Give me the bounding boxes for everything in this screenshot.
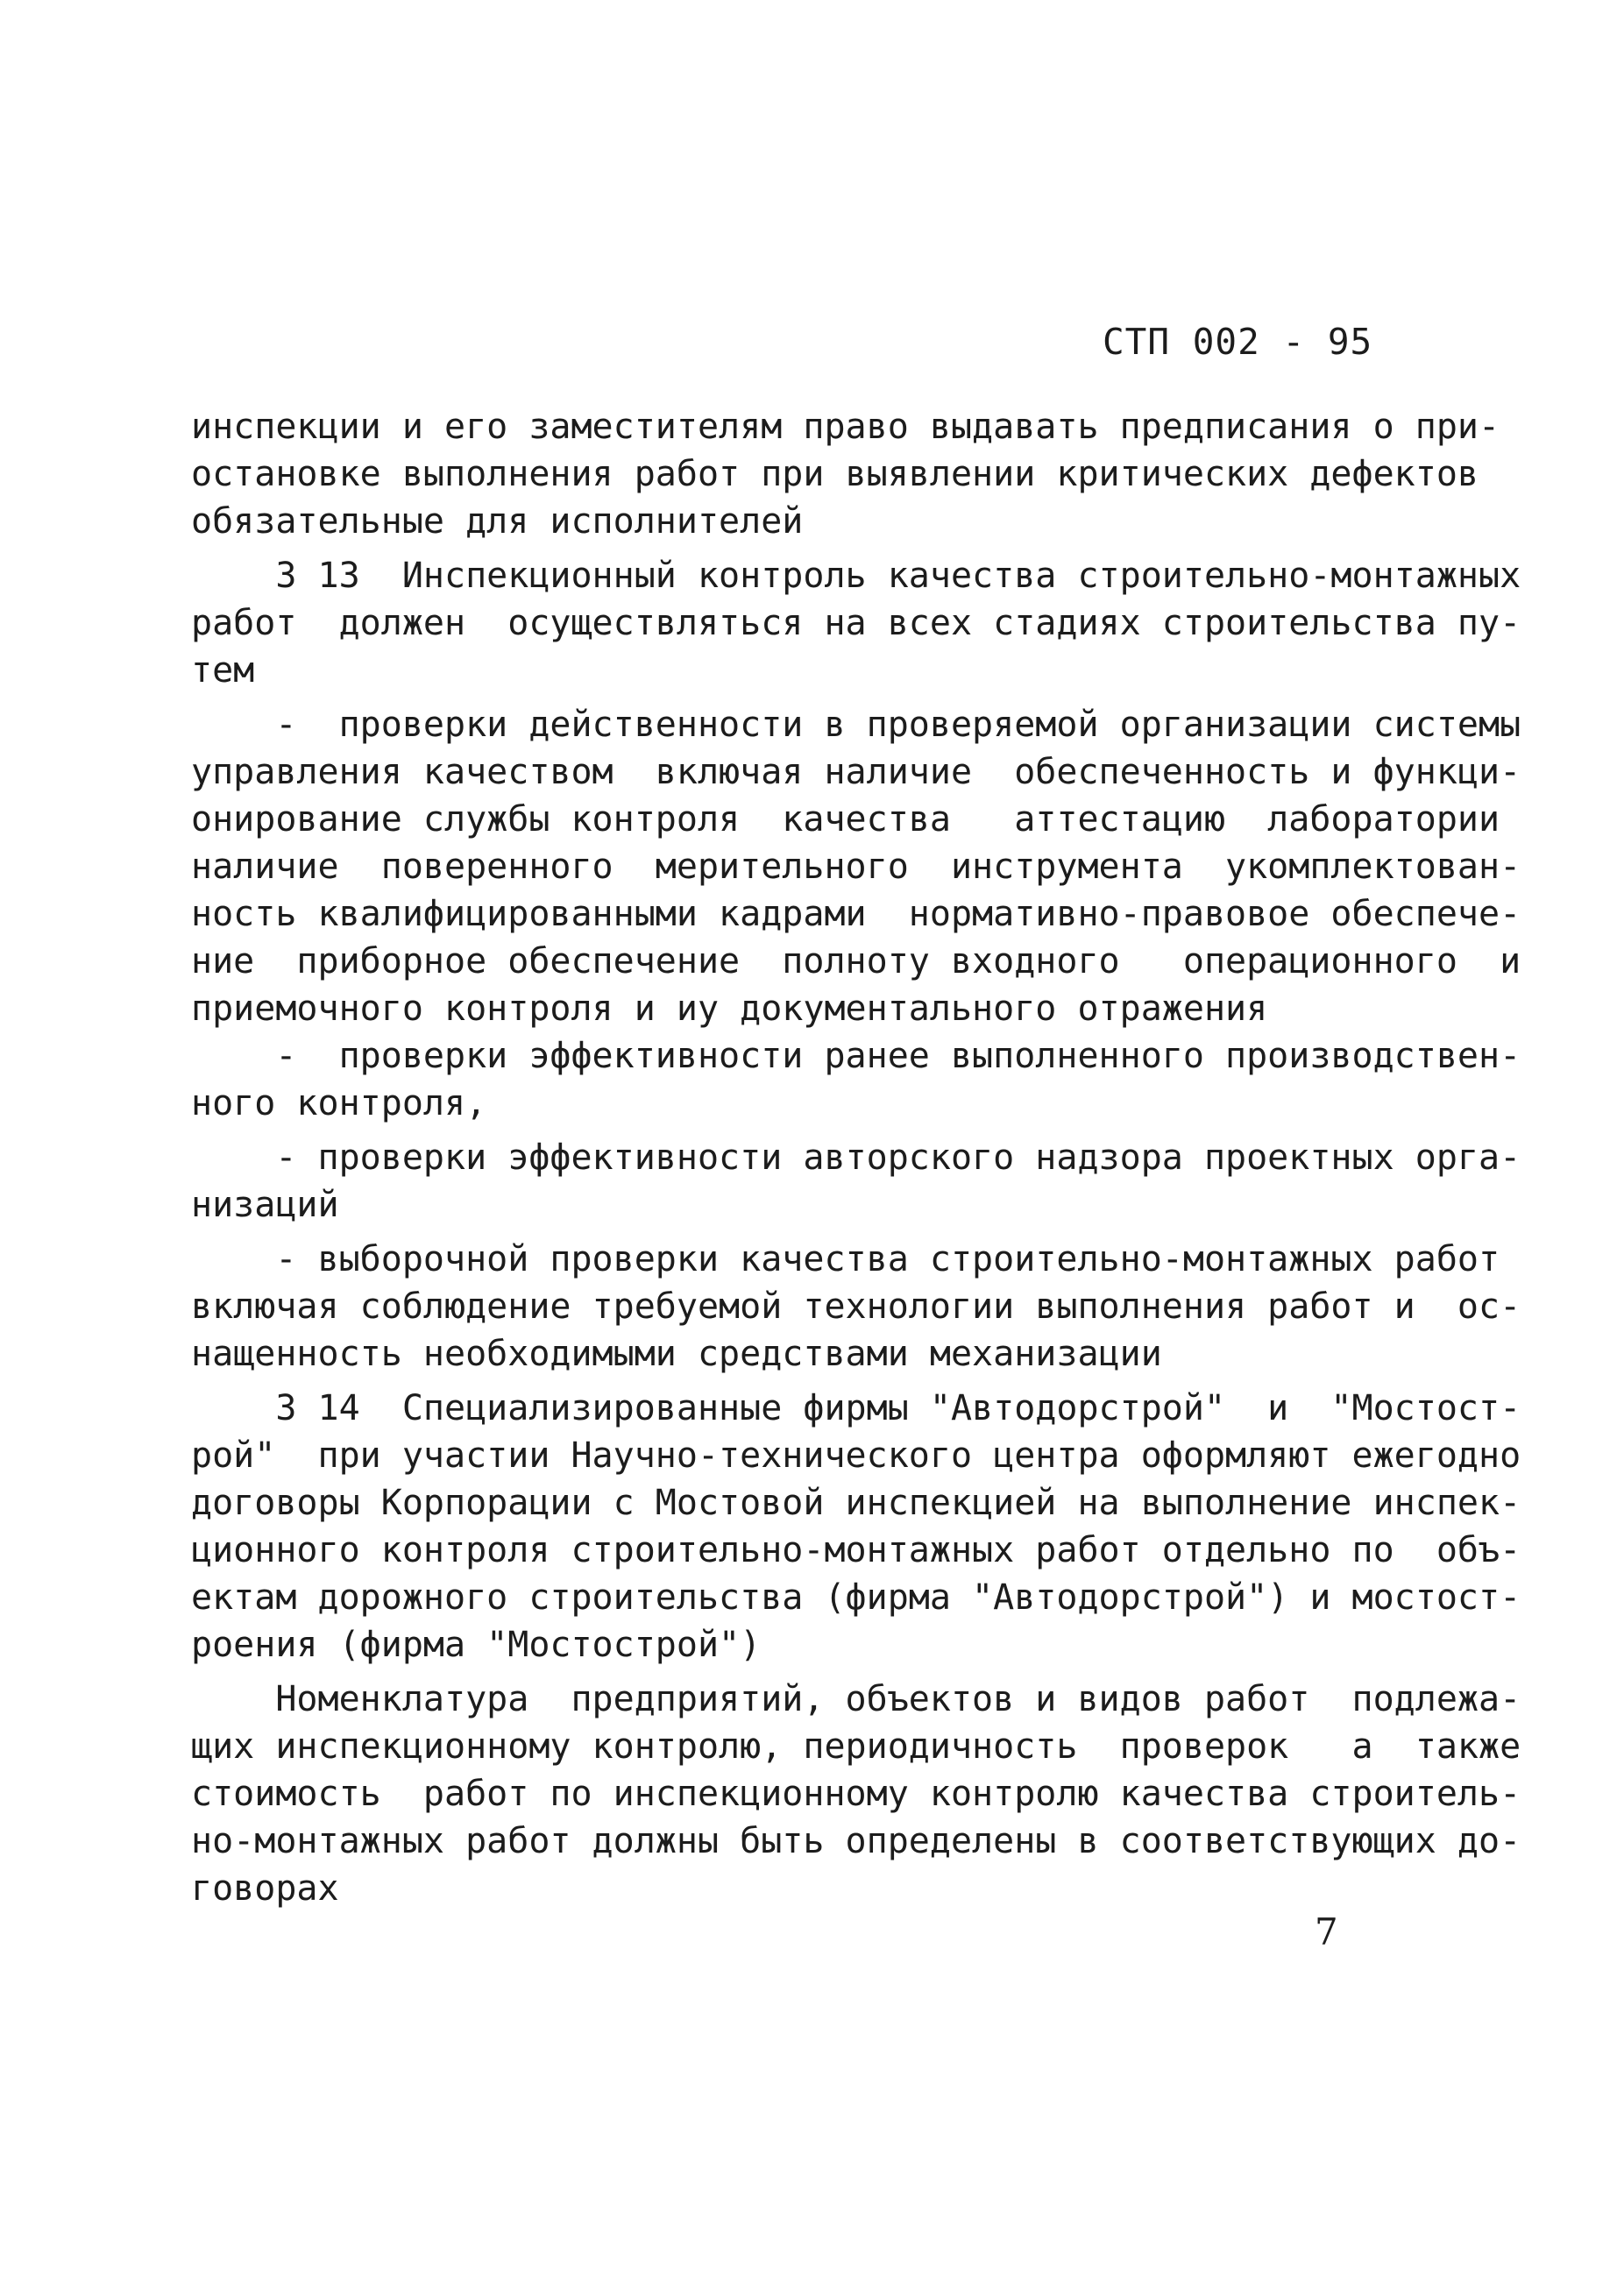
text-line: - проверки действенности в проверяемой организации системы <box>191 705 1521 745</box>
text-line: договоры Корпорации с Мостовой инспекцией на выполнение инспек- <box>191 1483 1521 1523</box>
text-line: рой" при участии Научно-технического центра оформляют ежегодно <box>191 1435 1521 1476</box>
text-line: ектам дорожного строительства (фирма "Автодорстрой") и мостост- <box>191 1577 1521 1618</box>
text-line: но-монтажных работ должны быть определены в соответствующих до- <box>191 1821 1521 1861</box>
text-line: наличие поверенного мерительного инструмента укомплектован- <box>191 847 1521 887</box>
text-line: 3 14 Специализированные фирмы "Автодорстрой" и "Мостост- <box>191 1388 1521 1428</box>
text-line: онирование службы контроля качества аттестацию лаборатории <box>191 799 1500 840</box>
text-line: - проверки эффективности ранее выполненного производствен- <box>191 1036 1521 1076</box>
text-line: Номенклатура предприятий, объектов и видов работ подлежа- <box>191 1679 1521 1719</box>
text-line: роения (фирма "Мостострой") <box>191 1625 762 1665</box>
text-line: ность квалифицированными кадрами нормативно-правовое обеспече- <box>191 894 1521 934</box>
text-line: говорах <box>191 1868 339 1909</box>
document-body <box>191 403 1521 1912</box>
text-line: 3 13 Инспекционный контроль качества строительно-монтажных <box>191 556 1521 596</box>
text-line: стоимость работ по инспекционному контролю качества строитель- <box>191 1774 1521 1814</box>
text-line: включая соблюдение требуемой технологии выполнения работ и ос- <box>191 1286 1521 1327</box>
text-line: работ должен осуществляться на всех стадиях строительства пу- <box>191 603 1521 643</box>
text-line: инспекции и его заместителям право выдавать предписания о при- <box>191 407 1500 447</box>
text-line: - выборочной проверки качества строительно-монтажных работ <box>191 1239 1500 1279</box>
text-line: нащенность необходимыми средствами механизации <box>191 1334 1162 1374</box>
page-number: 7 <box>1315 1910 1338 1953</box>
text-line: остановке выполнения работ при выявлении критических дефектов <box>191 454 1479 494</box>
text-line: ного контроля, <box>191 1083 487 1123</box>
text-line: ционного контроля строительно-монтажных работ отдельно по объ- <box>191 1530 1521 1570</box>
text-line: тем <box>191 650 255 691</box>
text-line: - проверки эффективности авторского надзора проектных орга- <box>191 1137 1521 1178</box>
text-line: ние приборное обеспечение полноту входного операционного и <box>191 941 1521 981</box>
text-line: обязательные для исполнителей <box>191 501 804 542</box>
text-line: щих инспекционному контролю, периодичность проверок а также <box>191 1726 1521 1767</box>
text-line: приемочного контроля и иу документального отражения <box>191 989 1268 1029</box>
text-line: низаций <box>191 1185 339 1225</box>
document-code: СТП 002 - 95 <box>1103 321 1373 363</box>
text-line: управления качеством включая наличие обеспеченность и функци- <box>191 752 1521 792</box>
